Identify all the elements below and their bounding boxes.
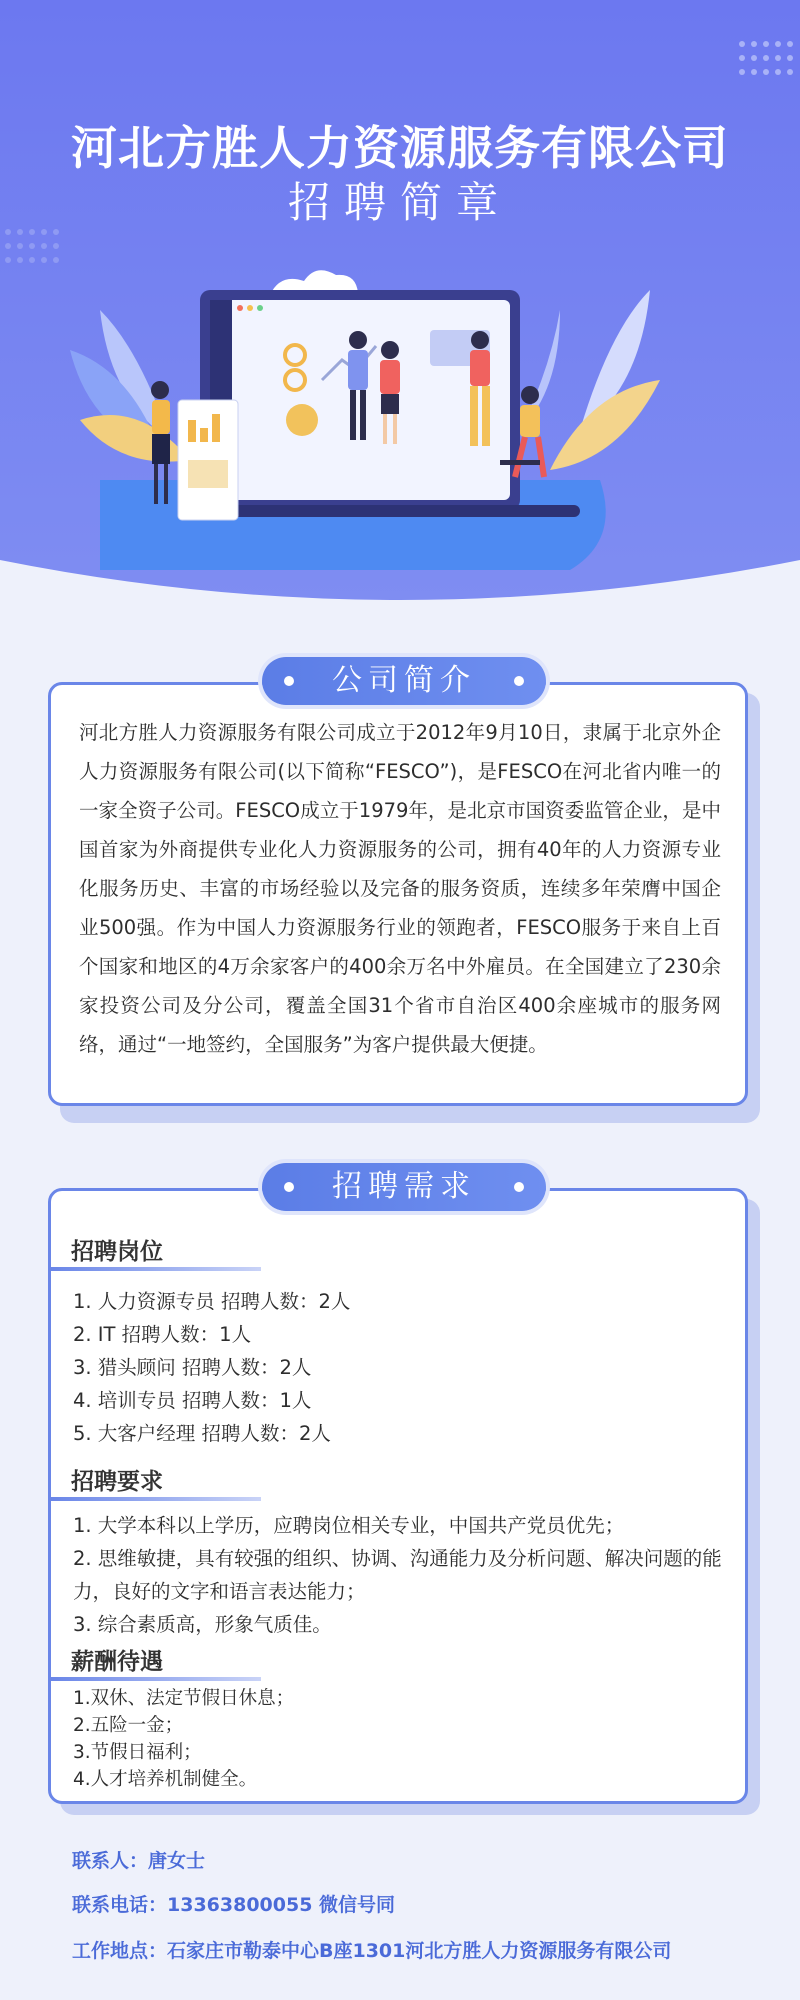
work-address: 工作地点：石家庄市勒泰中心B座1301河北方胜人力资源服务有限公司 (72, 1940, 672, 1962)
recruit-card (48, 1188, 748, 1804)
pill-dot (514, 1182, 524, 1192)
list-item: 3. 猎头顾问 招聘人数：2人 (73, 1356, 312, 1379)
list-item: 5. 大客户经理 招聘人数：2人 (73, 1422, 331, 1445)
intro-card (48, 682, 748, 1106)
list-item: 3. 综合素质高，形象气质佳。 (73, 1613, 332, 1636)
dot-pattern-decoration (4, 228, 62, 272)
section-underline (51, 1497, 261, 1501)
pill-dot (284, 1182, 294, 1192)
pill-dot (514, 676, 524, 686)
positions-title: 招聘岗位 (71, 1239, 163, 1265)
contact-person: 联系人：唐女士 (72, 1850, 206, 1872)
section-underline (51, 1267, 261, 1271)
office-team-illustration (60, 250, 680, 580)
list-item: 3.节假日福利； (73, 1742, 202, 1763)
hero-banner (0, 0, 800, 620)
pill-dot (284, 676, 294, 686)
requirements-title: 招聘要求 (71, 1469, 163, 1495)
list-item: 4.人才培养机制健全。 (73, 1769, 258, 1790)
list-item: 2.五险一金； (73, 1715, 184, 1736)
positions-list (73, 1285, 733, 1450)
section-underline (51, 1677, 261, 1681)
intro-heading: 公司简介 (332, 663, 476, 698)
benefits-list (73, 1685, 733, 1793)
benefits-title: 薪酬待遇 (71, 1649, 163, 1675)
recruit-heading: 招聘需求 (332, 1169, 476, 1204)
contact-phone: 联系电话：13363800055 微信号同 (72, 1894, 396, 1916)
intro-heading-pill (262, 657, 546, 705)
list-item: 2. IT 招聘人数：1人 (73, 1323, 252, 1346)
list-item: 2. 思维敏捷，具有较强的组织、协调、沟通能力及分析问题、解决问题的能力，良好的文字和语言表达能力； (73, 1547, 722, 1603)
dot-pattern-decoration (738, 40, 794, 84)
list-item: 1. 大学本科以上学历，应聘岗位相关专业，中国共产党员优先； (73, 1514, 625, 1537)
recruit-heading-pill (262, 1163, 546, 1211)
list-item: 4. 培训专员 招聘人数：1人 (73, 1389, 312, 1412)
company-title: 河北方胜人力资源服务有限公司 (71, 121, 729, 175)
list-item: 1. 人力资源专员 招聘人数：2人 (73, 1290, 351, 1313)
intro-text: 河北方胜人力资源服务有限公司成立于2012年9月10日，隶属于北京外企人力资源服务有限公司(以下简称“FESCO”)，是FESCO在河北省内唯一的一家全资子公司。FESCO成立于1979年，是北京市国资委监管企业，是中国首家为外商提供专业化人力资源服务的公司，拥有40年的人力资源专业化服务历史、丰富的市场经验以及完备的服务资质，连续多年荣膺中国企业500强。作为中国人力资源服务行业的领跑者，FESCO服务于来自上百个国家和地区的4万余家客户的400余万名中外雇员。在全国建立了230余家投资公司及分公司，覆盖全国31个省市自治区400余座城市的服务网络，通过“一地签约，全国服务”为客户提供最大便捷。 (79, 721, 721, 1056)
page-subtitle: 招聘简章 (287, 178, 512, 227)
list-item: 1.双休、法定节假日休息； (73, 1688, 295, 1709)
requirements-list (73, 1509, 733, 1641)
